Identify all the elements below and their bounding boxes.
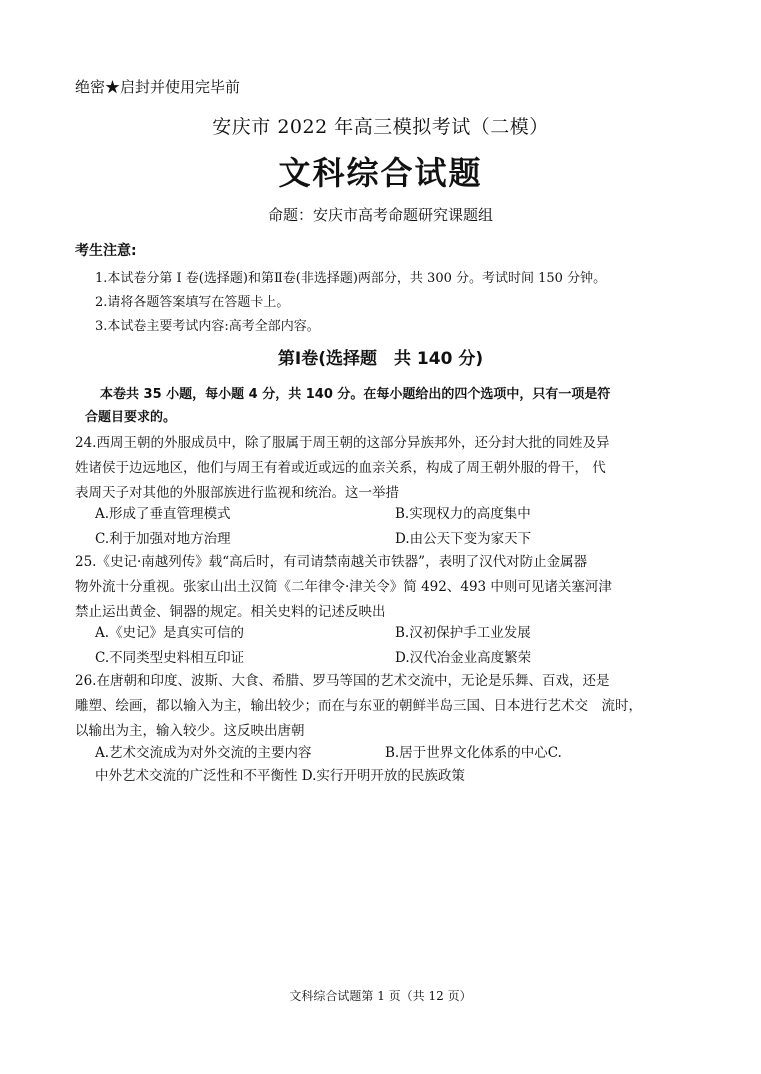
exam-subtitle: 安庆市 2022 年高三模拟考试（二模） [212, 116, 549, 138]
question-26-text: 26.在唐朝和印度、波斯、大食、希腊、罗马等国的艺术交流中，无论是乐舞、百戏，还是 [75, 673, 610, 689]
page-title: 文科综合试题 [278, 154, 483, 192]
option-a: A.艺术交流成为对外交流的主要内容 [95, 745, 312, 761]
option-d: D.由公天下变为家天下 [395, 531, 532, 547]
option-d: D.汉代冶金业高度繁荣 [395, 650, 532, 666]
section-title: 第Ⅰ卷(选择题 共 140 分) [277, 349, 484, 369]
notice-title: 考生注意: [75, 243, 137, 259]
option-c: C.利于加强对地方治理 [95, 531, 231, 547]
option-a: A.《史记》是真实可信的 [95, 625, 245, 641]
option-c-d: 中外艺术交流的广泛性和不平衡性 D.实行开明开放的民族政策 [95, 768, 465, 784]
question-25-text: 禁止运出黄金、铜器的规定。相关史料的记述反映出 [75, 604, 386, 620]
notice-item: 3.本试卷主要考试内容:高考全部内容。 [95, 319, 320, 334]
section-instructions: 合题目要求的。 [85, 410, 177, 425]
question-26-text: 以输出为主，输入较少。这反映出唐朝 [75, 723, 305, 739]
confidential-label: 绝密★启封并使用完毕前 [75, 78, 241, 96]
question-24-text: 24.西周王朝的外服成员中，除了服属于周王朝的这部分异族邦外，还分封大批的同姓及异 [75, 435, 610, 451]
question-26-text: 雕塑、绘画，都以输入为主，输出较少；而在与东亚的朝鲜半岛三国、日本进行艺术交 流时， [75, 698, 642, 714]
exam-author: 命题：安庆市高考命题研究课题组 [267, 206, 493, 224]
option-b: B.居于世界文化体系的中心C. [385, 745, 562, 761]
notice-item: 2.请将各题答案填写在答题卡上。 [95, 295, 290, 310]
question-24-text: 姓诸侯于边远地区，他们与周王有着或近或远的血亲关系，构成了周王朝外服的骨干， 代 [75, 460, 606, 476]
question-25-text: 25.《史记·南越列传》载“高后时，有司请禁南越关市铁器”，表明了汉代对防止金属器 [75, 554, 588, 570]
option-b: B.汉初保护手工业发展 [395, 625, 531, 641]
option-a: A.形成了垂直管理模式 [95, 506, 231, 522]
page-footer: 文科综合试题第 1 页（共 12 页） [289, 989, 472, 1003]
section-instructions: 本卷共 35 小题，每小题 4 分，共 140 分。在每小题给出的四个选项中，只有一项是符 [100, 387, 611, 402]
option-b: B.实现权力的高度集中 [395, 506, 531, 522]
question-25-text: 物外流十分重视。张家山出土汉简《二年律令·津关令》简 492、493 中则可见诸关塞河津 [75, 579, 612, 595]
option-c: C.不同类型史料相互印证 [95, 650, 245, 666]
question-24-text: 表周天子对其他的外服部族进行监视和统治。这一举措 [75, 485, 399, 501]
notice-item: 1.本试卷分第 Ⅰ 卷(选择题)和第Ⅱ卷(非选择题)两部分，共 300 分。考试时间 150 分钟。 [95, 271, 607, 286]
